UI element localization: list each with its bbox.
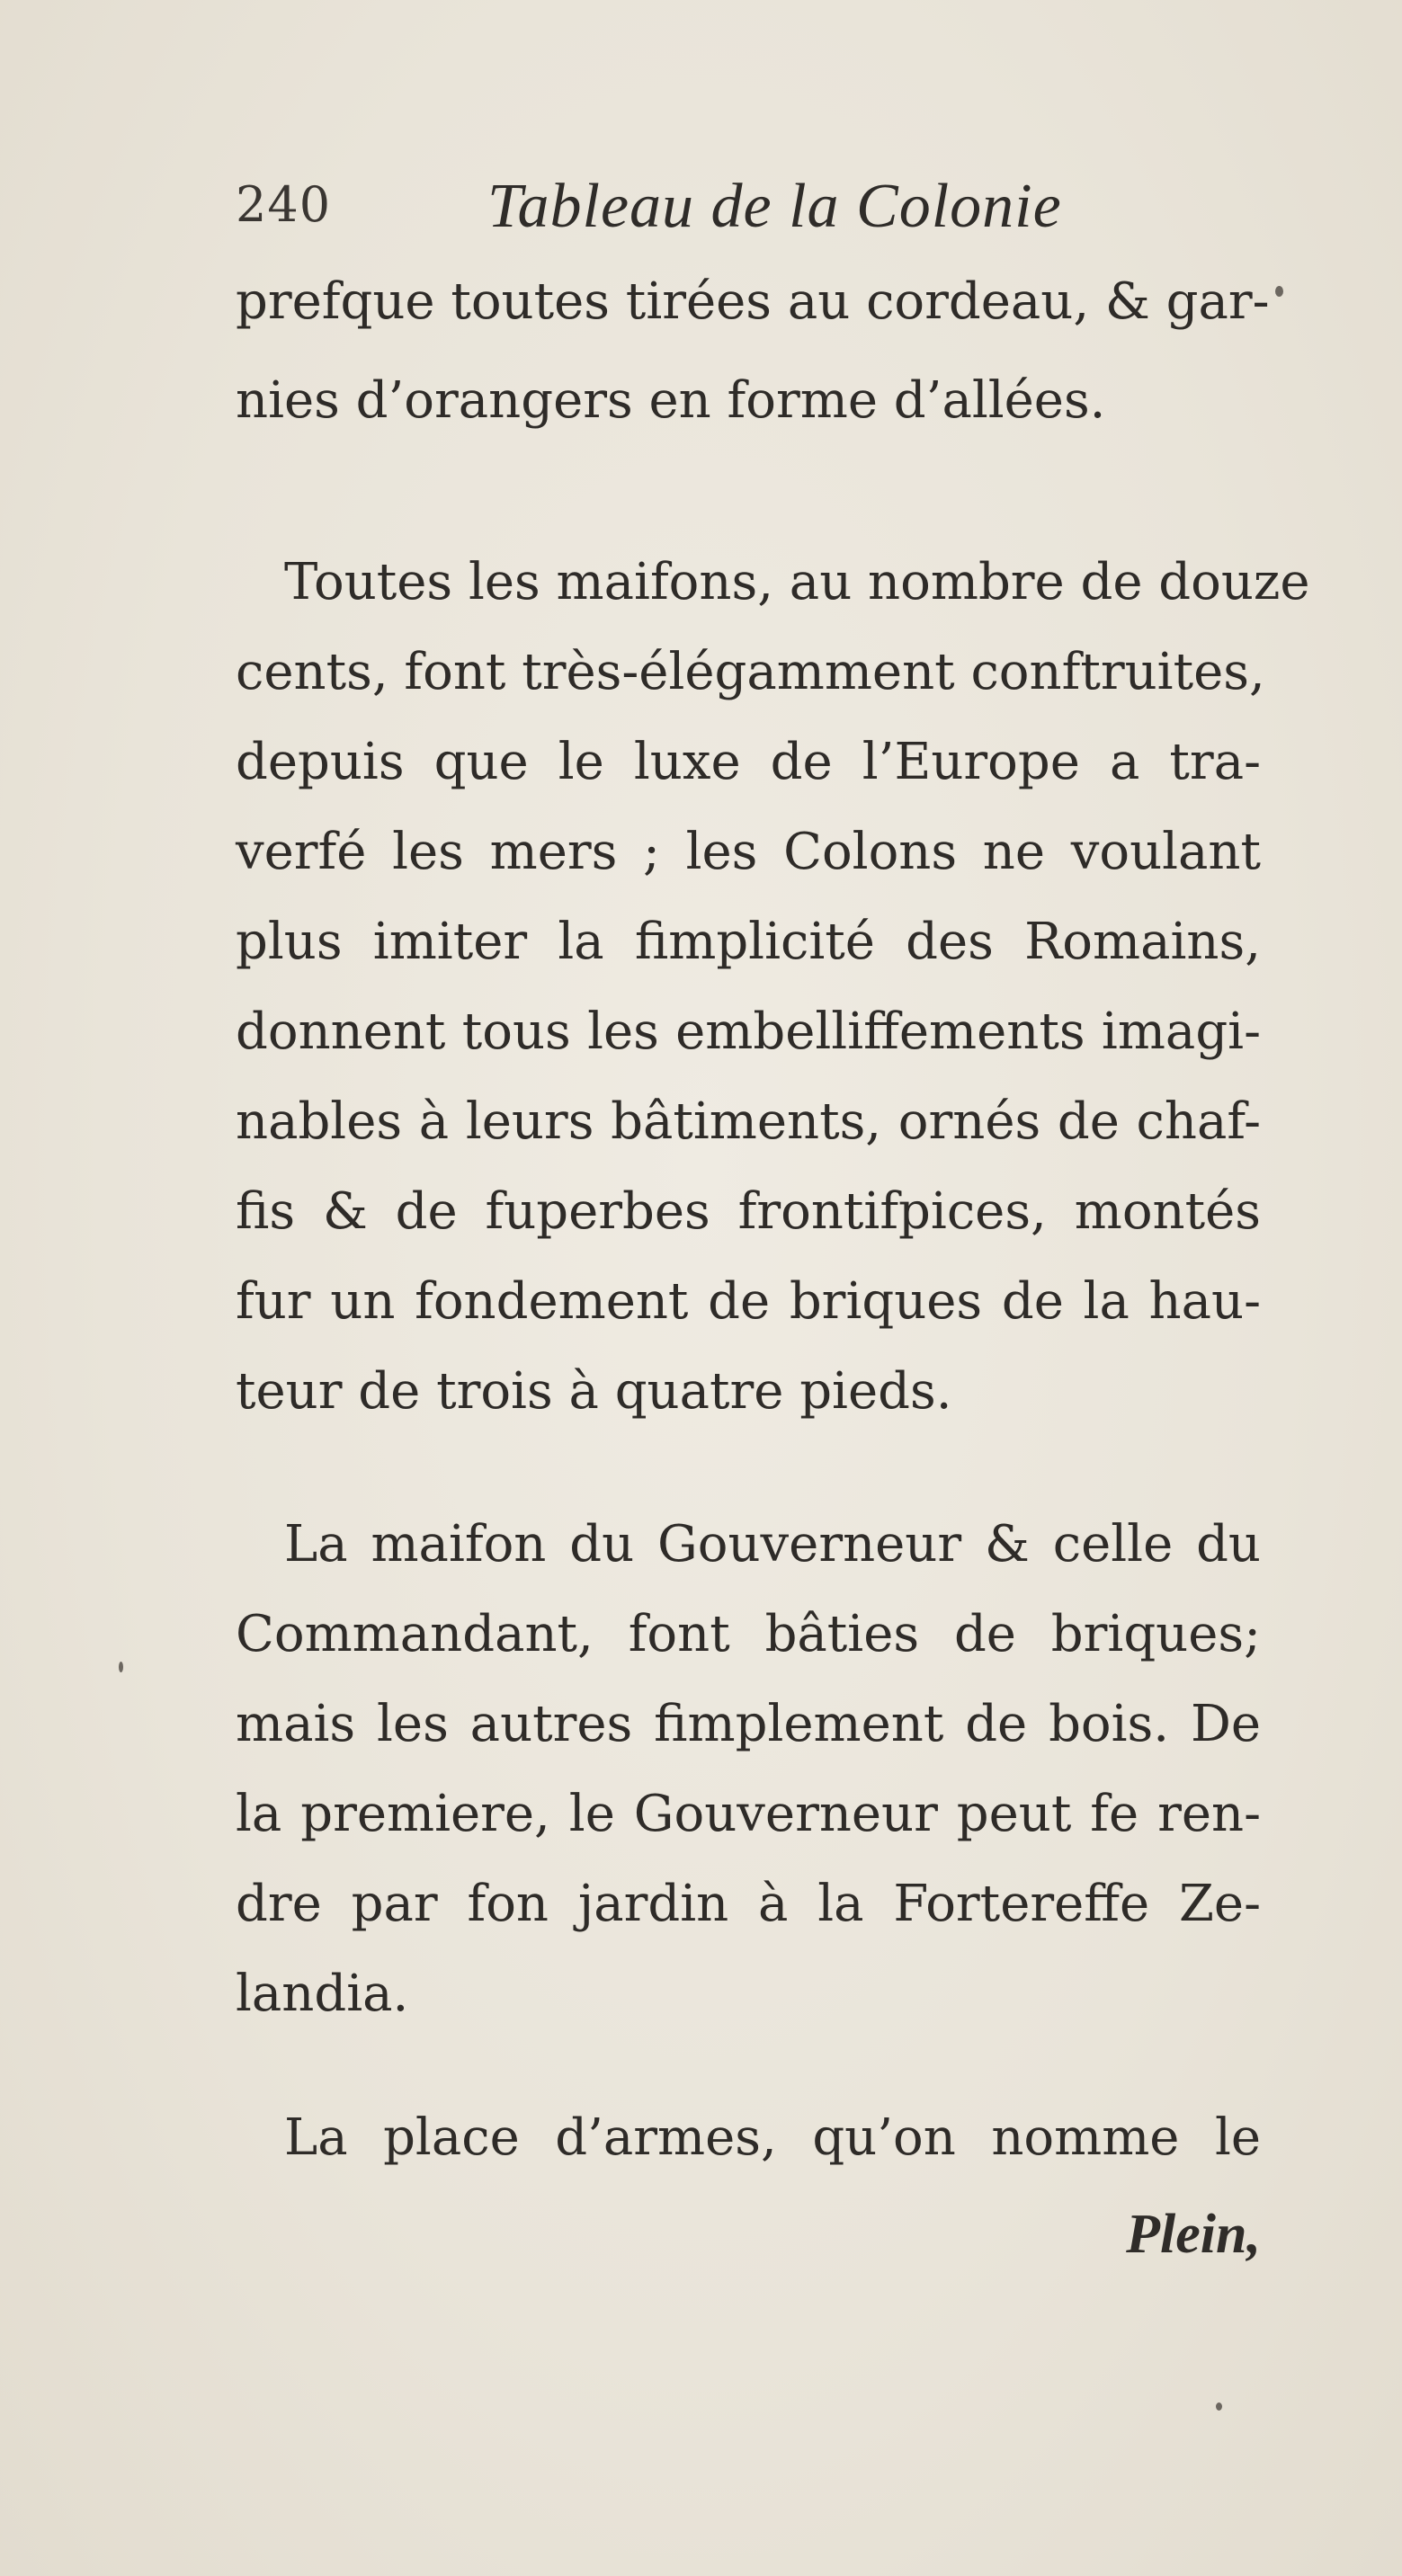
text-line: La maifon du Gouverneur & celle du	[284, 1515, 1261, 1573]
running-head: Tableau de la Colonie	[487, 172, 1062, 241]
text-line: La place d’armes, qu’on nomme le	[284, 2108, 1261, 2167]
text-line: plus imiter la fimplicité des Romains,	[236, 913, 1261, 971]
paper-speck	[119, 1662, 123, 1672]
text-line: Commandant, font bâties de briques;	[236, 1605, 1261, 1663]
text-line: la premiere, le Gouverneur peut fe ren-	[236, 1785, 1261, 1843]
text-line: teur de trois à quatre pieds.	[236, 1362, 952, 1421]
paper-speck	[1275, 286, 1283, 297]
text-line: Toutes les maifons, au nombre de douze	[284, 553, 1310, 611]
page-number: 240	[236, 176, 332, 233]
page-header	[236, 172, 1261, 257]
paper-speck	[1216, 2402, 1222, 2411]
text-line: dre par fon jardin à la Fortereffe Ze-	[236, 1875, 1261, 1933]
text-line: nies d’orangers en forme d’allées.	[236, 371, 1106, 430]
text-line: donnent tous les embelliffements imagi-	[236, 1003, 1261, 1061]
text-line: landia.	[236, 1965, 409, 2023]
text-line: nables à leurs bâtiments, ornés de chaf-	[236, 1092, 1261, 1151]
text-line: fis & de fuperbes frontifpices, montés	[236, 1182, 1261, 1241]
text-line: fur un fondement de briques de la hau-	[236, 1272, 1261, 1331]
text-line: mais les autres fimplement de bois. De	[236, 1695, 1261, 1753]
text-line: prefque toutes tirées au cordeau, & gar-	[236, 272, 1270, 331]
text-line: cents, font très-élégamment conftruites,	[236, 643, 1265, 701]
catchword: Plein,	[1126, 2204, 1261, 2265]
text-line: depuis que le luxe de l’Europe a tra-	[236, 733, 1261, 791]
text-line: verfé les mers ; les Colons ne voulant	[236, 823, 1261, 881]
